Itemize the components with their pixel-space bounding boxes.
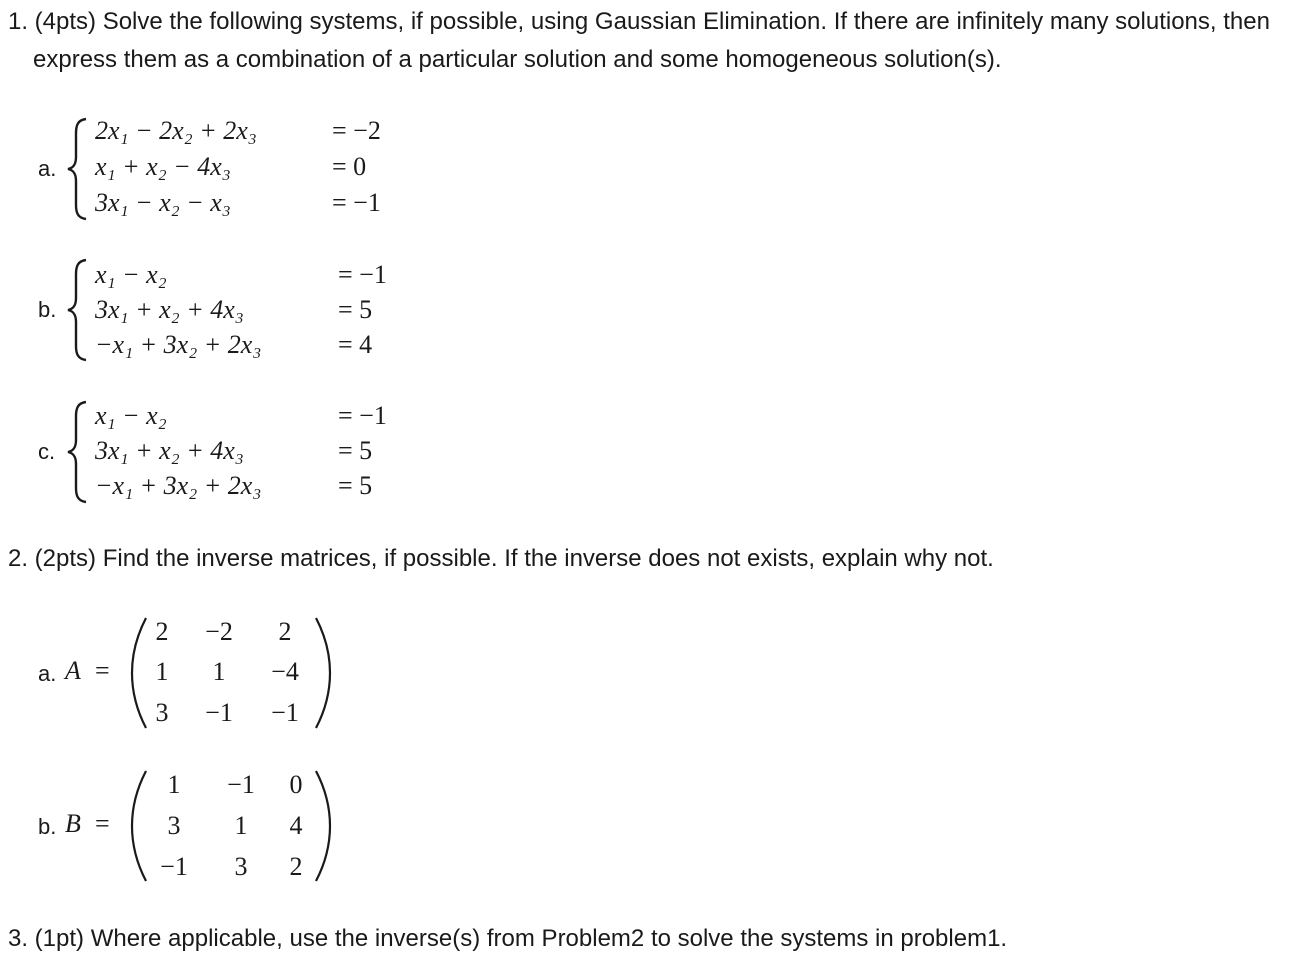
matrix-b-cell: 0 bbox=[289, 770, 303, 799]
matrix-b-equals: = bbox=[95, 809, 110, 838]
equation-c3-rhs: = 5 bbox=[338, 471, 373, 500]
left-brace-icon bbox=[66, 117, 90, 221]
matrix-a-cell: 3 bbox=[155, 698, 169, 727]
matrix-a-cell: 2 bbox=[155, 617, 169, 646]
matrix-a-label: a. bbox=[38, 661, 57, 686]
left-brace-icon bbox=[66, 258, 90, 362]
matrix-a-name: A bbox=[65, 656, 81, 685]
equation-b3-lhs: −x₁ + 3x₂ + 2x₃ bbox=[95, 330, 262, 359]
equation-a1-lhs: 2x₁ − 2x₂ + 2x₃ bbox=[95, 116, 257, 145]
matrix-b-cell: −1 bbox=[160, 852, 188, 881]
matrix-b-cell: 2 bbox=[289, 852, 303, 881]
matrix-a-cell: −1 bbox=[205, 698, 233, 727]
problem-1-heading-line-1: 1. (4pts) Solve the following systems, if possible, using Gaussian Elimination. If there are infinitely many solutions, then bbox=[8, 8, 1270, 35]
system-b-label: b. bbox=[38, 297, 57, 322]
matrix-b-label: b. bbox=[38, 814, 57, 839]
matrix-a-cell: 1 bbox=[212, 657, 226, 686]
equation-a2-rhs: = 0 bbox=[332, 152, 367, 181]
matrix-b-cell: 3 bbox=[167, 811, 181, 840]
matrix-a-equals: = bbox=[95, 656, 110, 685]
matrix-b-cell: 1 bbox=[234, 811, 248, 840]
equation-b1-lhs: x₁ − x₂ bbox=[95, 260, 167, 289]
system-a-label: a. bbox=[38, 156, 57, 181]
matrix-b-cell: 1 bbox=[167, 770, 181, 799]
matrix-b-name: B bbox=[65, 809, 81, 838]
matrix-a-cell: 2 bbox=[278, 617, 292, 646]
matrix-a-cell: 1 bbox=[155, 657, 169, 686]
matrix-a-cell: −1 bbox=[271, 698, 299, 727]
equation-b1-rhs: = −1 bbox=[338, 260, 387, 289]
equation-a1-rhs: = −2 bbox=[332, 116, 381, 145]
problem-1-heading-line-2: express them as a combination of a particular solution and some homogeneous solution(s). bbox=[33, 46, 1002, 73]
equation-c2-lhs: 3x₁ + x₂ + 4x₃ bbox=[95, 436, 244, 465]
equation-c1-rhs: = −1 bbox=[338, 401, 387, 430]
matrix-a-cell: −2 bbox=[205, 617, 233, 646]
equation-b2-rhs: = 5 bbox=[338, 295, 373, 324]
matrix-b-cell: −1 bbox=[227, 770, 255, 799]
equation-a3-lhs: 3x₁ − x₂ − x₃ bbox=[95, 188, 231, 217]
equation-b2-lhs: 3x₁ + x₂ + 4x₃ bbox=[95, 295, 244, 324]
left-brace-icon bbox=[66, 400, 90, 504]
right-paren-icon bbox=[312, 616, 334, 730]
equation-a2-lhs: x₁ + x₂ − 4x₃ bbox=[95, 152, 231, 181]
equation-b3-rhs: = 4 bbox=[338, 330, 373, 359]
system-c-label: c. bbox=[38, 439, 56, 464]
matrix-a-cell: −4 bbox=[271, 657, 299, 686]
equation-a3-rhs: = −1 bbox=[332, 188, 381, 217]
equation-c3-lhs: −x₁ + 3x₂ + 2x₃ bbox=[95, 471, 262, 500]
matrix-b-cell: 3 bbox=[234, 852, 248, 881]
problem-3-heading: 3. (1pt) Where applicable, use the inverse(s) from Problem2 to solve the systems in problem1. bbox=[8, 925, 1008, 952]
equation-c1-lhs: x₁ − x₂ bbox=[95, 401, 167, 430]
equation-c2-rhs: = 5 bbox=[338, 436, 373, 465]
matrix-b-cell: 4 bbox=[289, 811, 303, 840]
problem-2-heading: 2. (2pts) Find the inverse matrices, if possible. If the inverse does not exists, explain why not. bbox=[8, 545, 994, 572]
